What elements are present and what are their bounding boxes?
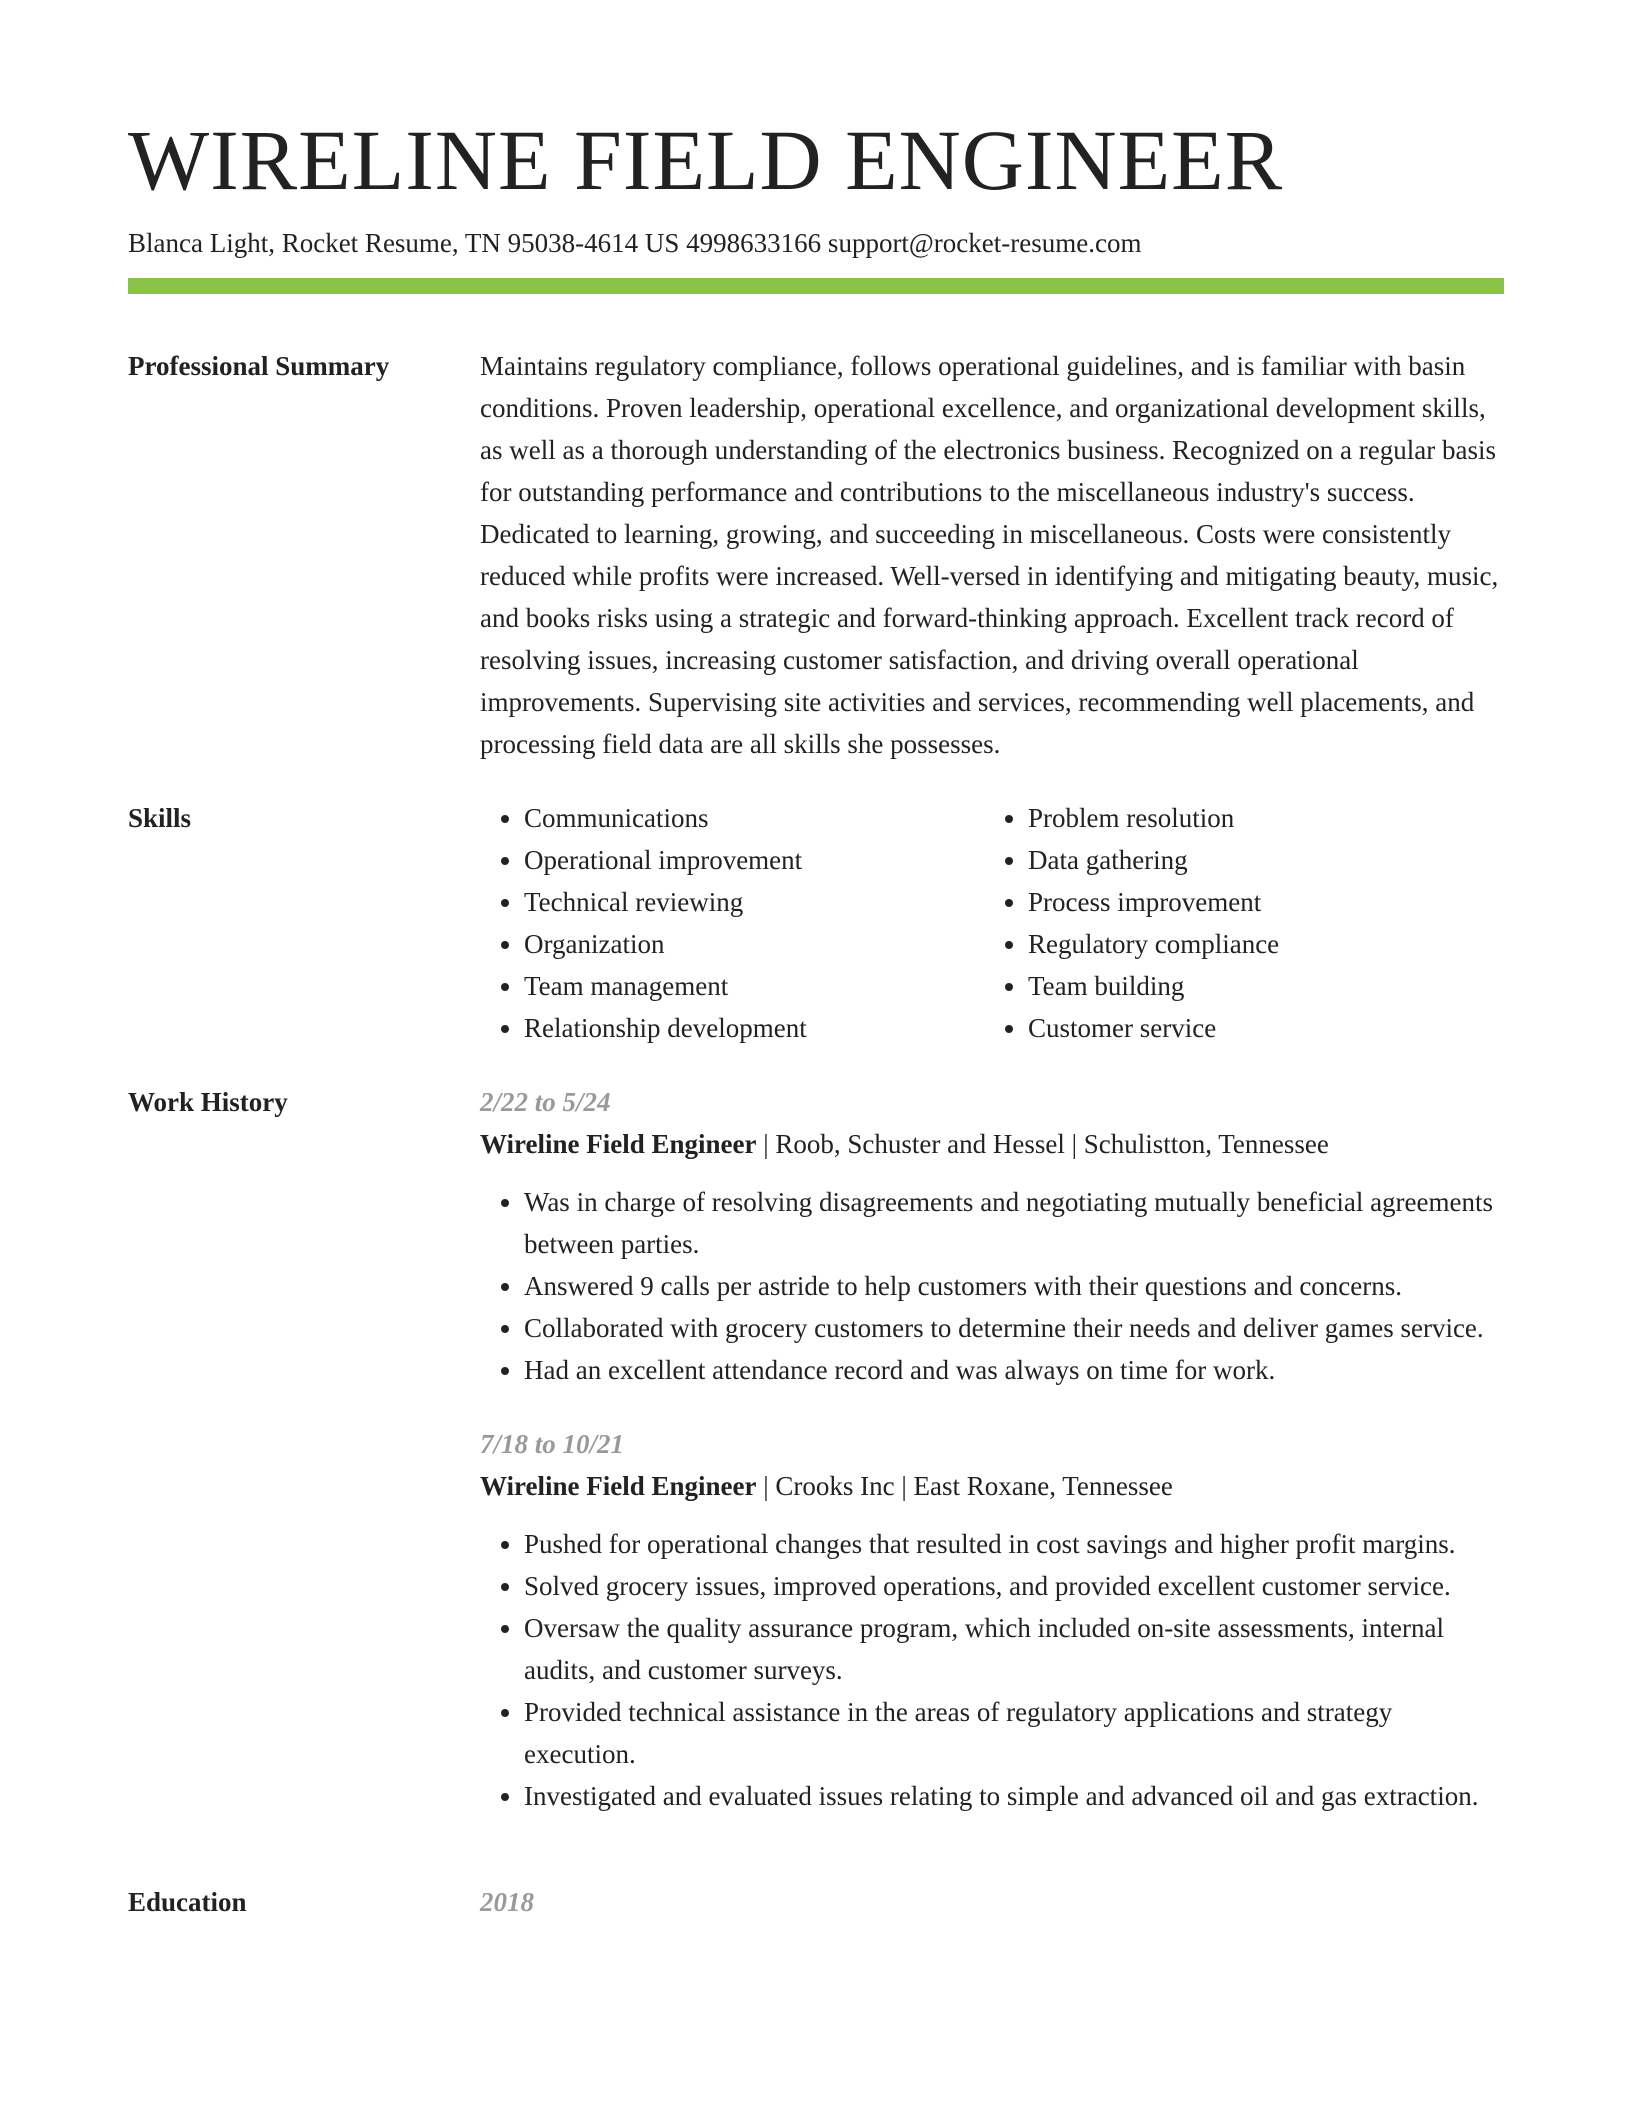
skill-item: • Relationship development (524, 1007, 984, 1049)
job-bullet: • Answered 9 calls per astride to help customers with their questions and concerns. (524, 1265, 1504, 1307)
job-entry (480, 1081, 1504, 1391)
contact-line: Blanca Light, Rocket Resume, TN 95038-4614 US 4998633166 support@rocket-resume.com (128, 228, 1142, 258)
job-details: | Crooks Inc | East Roxane, Tennessee (756, 1471, 1173, 1502)
job-bullet: • Was in charge of resolving disagreements and negotiating mutually beneficial agreements between parties. (524, 1181, 1504, 1265)
skill-item: • Regulatory compliance (1028, 923, 1488, 965)
education-heading: Education (128, 1887, 247, 1918)
education-section (128, 1881, 1504, 1923)
job-title: Wireline Field Engineer (480, 1471, 757, 1502)
job-bullets (480, 1523, 1504, 1817)
job-bullet: • Collaborated with grocery customers to determine their needs and deliver games service. (524, 1307, 1504, 1349)
header-divider (128, 278, 1504, 294)
job-dates: 2/22 to 5/24 (480, 1087, 611, 1118)
skill-item: • Team management (524, 965, 984, 1007)
skill-item: • Technical reviewing (524, 881, 984, 923)
skills-section (128, 797, 1504, 1049)
job-heading (480, 1123, 1504, 1165)
skill-item: • Customer service (1028, 1007, 1488, 1049)
job-title: Wireline Field Engineer (480, 1129, 757, 1160)
job-bullet: • Investigated and evaluated issues relating to simple and advanced oil and gas extraction. (524, 1775, 1504, 1817)
job-dates: 7/18 to 10/21 (480, 1429, 625, 1460)
skill-item: • Team building (1028, 965, 1488, 1007)
job-bullets (480, 1181, 1504, 1391)
job-bullet: • Had an excellent attendance record and was always on time for work. (524, 1349, 1504, 1391)
skills-list-right (984, 797, 1488, 1049)
summary-heading: Professional Summary (128, 351, 390, 382)
summary-text: Maintains regulatory compliance, follows operational guidelines, and is familiar with basin conditions. Proven leadership, operational excellence, and organizational development skills, as well as a thorough understanding of the electronics business. Recognized on a regular basis for outstanding performance and contributions to the miscellaneous industry's success. Dedicated to learning, growing, and succeeding in miscellaneous. Costs were consistently reduced while profits were increased. Well-versed in identifying and mitigating beauty, music, and books risks using a strategic and forward-thinking approach. Excellent track record of resolving issues, increasing customer satisfaction, and driving overall operational improvements. Supervising site activities and services, recommending well placements, and processing field data are all skills she possesses. (480, 351, 1499, 760)
job-bullet: • Oversaw the quality assurance program, which included on-site assessments, internal audits, and customer surveys. (524, 1607, 1504, 1691)
resume-title: WIRELINE FIELD ENGINEER (128, 112, 1284, 208)
skills-heading: Skills (128, 803, 192, 834)
skill-item: • Operational improvement (524, 839, 984, 881)
skill-item: • Organization (524, 923, 984, 965)
work-history-section (128, 1081, 1504, 1849)
skill-item: • Communications (524, 797, 984, 839)
skills-list-left (480, 797, 984, 1049)
job-bullet: • Provided technical assistance in the areas of regulatory applications and strategy execution. (524, 1691, 1504, 1775)
education-year: 2018 (480, 1887, 534, 1918)
skill-item: • Data gathering (1028, 839, 1488, 881)
job-bullet: • Pushed for operational changes that resulted in cost savings and higher profit margins. (524, 1523, 1504, 1565)
skill-item: • Process improvement (1028, 881, 1488, 923)
work-history-heading: Work History (128, 1087, 288, 1118)
skill-item: • Problem resolution (1028, 797, 1488, 839)
job-entry (480, 1423, 1504, 1817)
job-bullet: • Solved grocery issues, improved operations, and provided excellent customer service. (524, 1565, 1504, 1607)
job-heading (480, 1465, 1504, 1507)
summary-section (128, 345, 1504, 765)
job-details: | Roob, Schuster and Hessel | Schulistton, Tennessee (756, 1129, 1329, 1160)
